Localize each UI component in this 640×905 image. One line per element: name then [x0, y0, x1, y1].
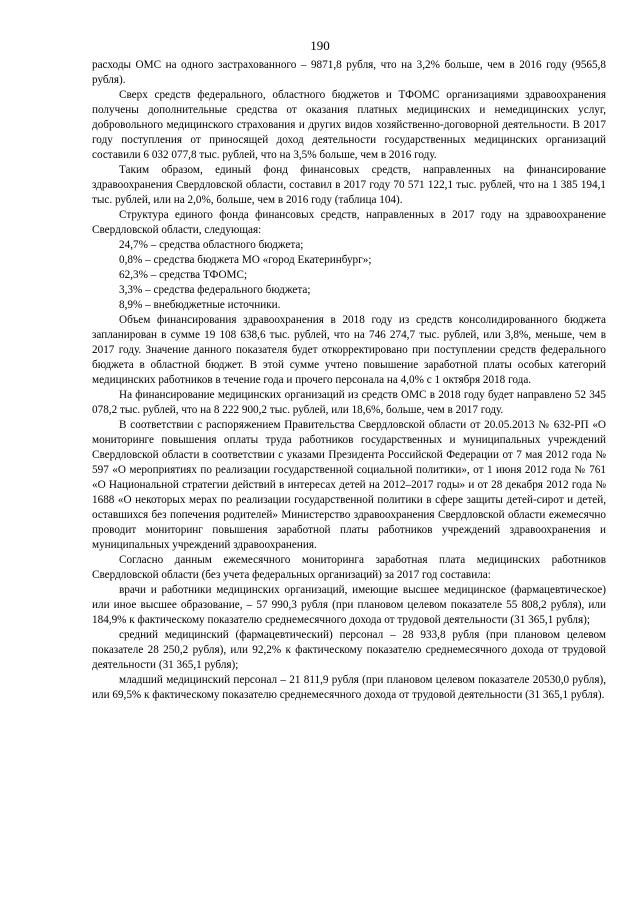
list-item: 62,3% – средства ТФОМС;	[119, 269, 248, 281]
paragraph: Таким образом, единый фонд финансовых средств, направленных на финансирование здравоохранения Свердловской области, составил в 2017 году 70 571 122,1 тыс. рублей, что на 1 385 194,1 тыс. рублей, или на 2,0%, больше, чем в 2016 году (таблица 104).	[92, 164, 606, 206]
page-body	[92, 58, 606, 703]
list-item: 0,8% – средства бюджета МО «город Екатеринбург»;	[119, 254, 372, 266]
list-item: 24,7% – средства областного бюджета;	[119, 239, 304, 251]
paragraph: В соответствии с распоряжением Правительства Свердловской области от 20.05.2013 № 632-РП «О мониторинге повышения оплаты труда работников государственных и муниципальных учреждений Свердловской области в соответствии с указами Президента Российской Федерации от 7 мая 2012 года № 597 «О мероприятиях по реализации государственной социальной политики», от 1 июня 2012 года № 761 «О Национальной стратегии действий в интересах детей на 2012–2017 годы» и от 28 декабря 2012 года № 1688 «О некоторых мерах по реализации государственной политики в сфере защиты детей-сирот и детей, оставшихся без попечения родителей» Министерство здравоохранения Свердловской области ежемесячно проводит мониторинг повышения заработной платы работников учреждений здравоохранения и муниципальных учреждений здравоохранения.	[92, 419, 606, 551]
list-item: 3,3% – средства федерального бюджета;	[119, 284, 311, 296]
paragraph: Объем финансирования здравоохранения в 2018 году из средств консолидированного бюджета запланирован в сумме 19 108 638,6 тыс. рублей, что на 746 274,7 тыс. рублей, или 3,8%, меньше, чем в 2017 году. Значение данного показателя будет откорректировано при поступлении средств федерального бюджета в областной бюджет. В этой сумме учтено повышение заработной платы особых категорий медицинских работников в течение года и прочего персонала на 4,0% с 1 октября 2018 года.	[92, 314, 606, 386]
paragraph: средний медицинский (фармацевтический) персонал – 28 933,8 рубля (при плановом целевом показателе 28 250,2 рубля), или 92,2% к фактическому показателю среднемесячного дохода от трудовой деятельности (31 365,1 рубля);	[92, 629, 606, 671]
list-item: 8,9% – внебюджетные источники.	[119, 299, 281, 311]
paragraph: врачи и работники медицинских организаций, имеющие высшее медицинское (фармацевтическое) или иное высшее образование, – 57 990,3 рубля (при плановом целевом показателе 55 808,2 рубля), или 184,9% к фактическому показателю среднемесячного дохода от трудовой деятельности (31 365,1 рубля);	[92, 584, 606, 626]
paragraph: Сверх средств федерального, областного бюджетов и ТФОМС организациями здравоохранения получены дополнительные средства от оказания платных медицинских и немедицинских услуг, добровольного медицинского страхования и других видов хозяйственно-договорной деятельности. В 2017 году поступления от приносящей доход деятельности государственных медицинских организаций составили 6 032 077,8 тыс. рублей, что на 3,5% больше, чем в 2016 году.	[92, 89, 606, 161]
paragraph: Согласно данным ежемесячного мониторинга заработная плата медицинских работников Свердловской области (без учета федеральных организаций) за 2017 год составила:	[92, 554, 606, 581]
page-number: 190	[310, 38, 330, 53]
paragraph: младший медицинский персонал – 21 811,9 рубля (при плановом целевом показателе 20530,0 рубля), или 69,5% к фактическому показателю среднемесячного дохода от трудовой деятельности (31 365,1 рубля).	[92, 674, 606, 701]
paragraph: На финансирование медицинских организаций из средств ОМС в 2018 году будет направлено 52 345 078,2 тыс. рублей, что на 8 222 900,2 тыс. рублей, или 18,6%, больше, чем в 2017 году.	[92, 389, 606, 416]
paragraph: расходы ОМС на одного застрахованного – 9871,8 рубля, что на 3,2% больше, чем в 2016 году (9565,8 рубля).	[92, 59, 606, 86]
paragraph: Структура единого фонда финансовых средств, направленных в 2017 году на здравоохранение Свердловской области, следующая:	[92, 209, 606, 236]
